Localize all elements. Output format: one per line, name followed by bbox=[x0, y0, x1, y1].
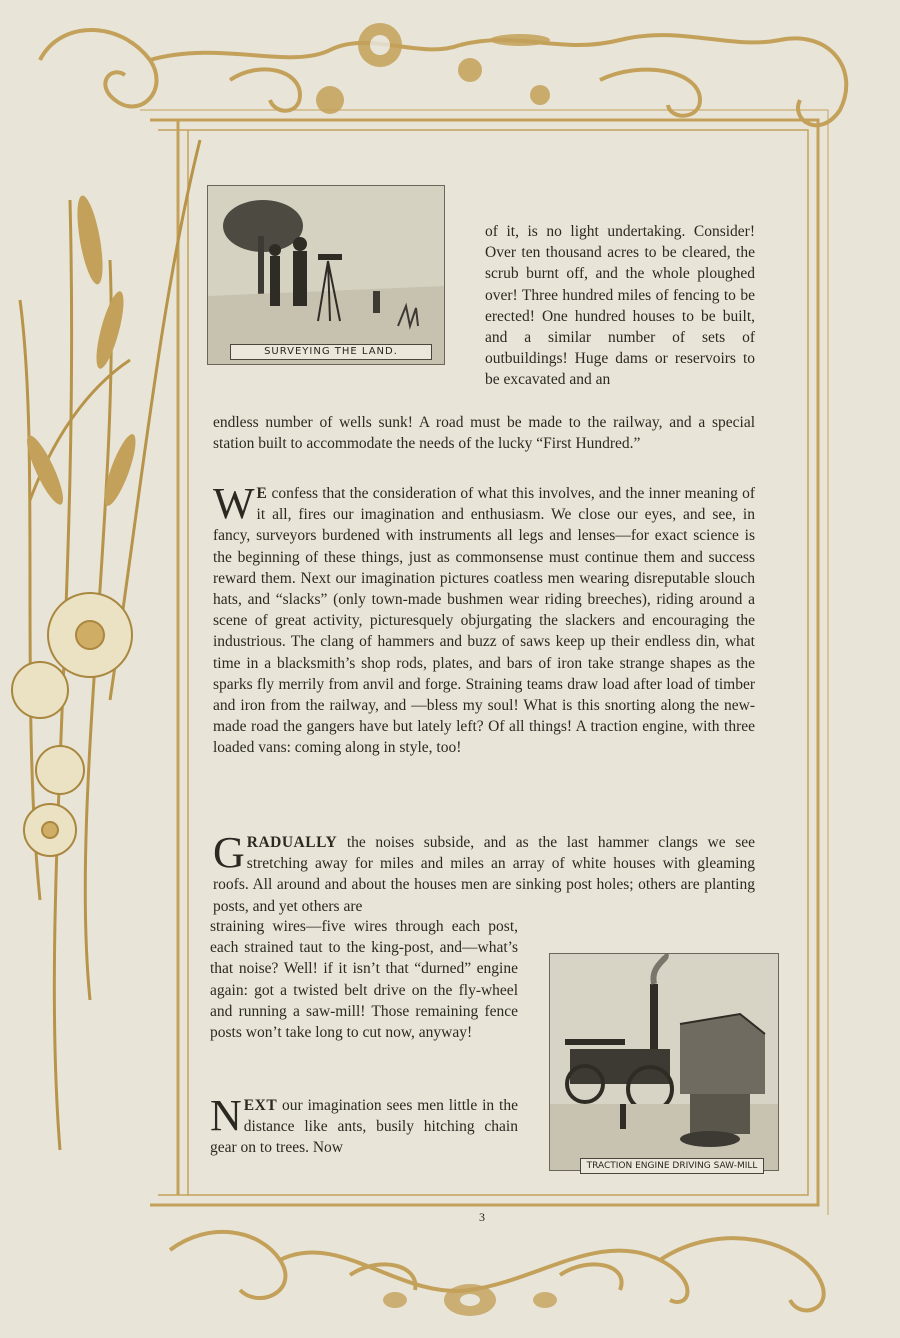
dropcap-g: G bbox=[213, 828, 243, 877]
surveying-illustration bbox=[207, 185, 445, 365]
wheat-heads bbox=[21, 194, 142, 509]
surveyors-drawing bbox=[208, 186, 444, 364]
top-flower-ornament bbox=[316, 23, 550, 114]
lead-word: E bbox=[256, 485, 268, 502]
paragraph-1-continued: endless number of wells sunk! A road must be made to the railway, and a special station built to accommodate the needs of the lucky “First Hundred.” bbox=[213, 414, 755, 453]
lead-word: EXT bbox=[243, 1097, 278, 1114]
paragraph-3-wrap: straining wires—five wires through each post, each strained taut to the king-post, and—what’s that noise? Well! if it isn’t that “durned” engine again: got a twisted belt drive on the fly-wheel and running a saw-mill! Those remaining fence posts won’t take long to cut now, anyway! bbox=[210, 918, 518, 1042]
dropcap-n: N bbox=[210, 1091, 240, 1140]
paragraph-4 bbox=[210, 1091, 518, 1159]
bottom-scroll-ornament bbox=[170, 1232, 824, 1311]
paragraph-3-text: the noises subside, and as the last hammer clangs we see stretching away for miles and miles an array of white houses with gleaming roofs. All around and about the houses men are sinking post holes; others are planting posts, and yet others are bbox=[213, 834, 755, 915]
paragraph-1-wrap: of it, is no light undertaking. Consider! Over ten thousand acres to be cleared, the scrub burnt off, and the whole ploughed over! Three hundred miles of fencing to be erected! One hundred houses to be built, and a similar number of sets of outbuildings! Huge dams or reservoirs to be excavated and an bbox=[485, 223, 755, 389]
bottom-flower-ornament bbox=[383, 1284, 557, 1316]
paragraph-2-text: confess that the consideration of what this involves, and the inner meaning of it all, fires our imagination and enthusiasm. We close our eyes, and see, in fancy, surveyors burdened with instruments all legs and lenses—for exact science is the beginning of these things, just as commonsense must continue them and success reward them. Next our imagination pictures coatless men wearing disreputable slouch hats, and “slacks” (only town-made bushmen wear riding breeches), riding around a scene of great activity, picturesquely objurgating the slackers and encouraging the industrious. The clang of hammers and buzz of saws keep up their endless din, what time in a blacksmith’s shop rods, plates, and bars of iron take strange shapes as the sparks fly merrily from anvil and forge. Straining teams draw load after load of timber and iron from the railway, and —bless my soul! What is this snorting along the new-made road the gangers have but lately left? Of all things! A traction engine, with three loaded vans: coming along in style, too! bbox=[213, 485, 755, 757]
page-number: 3 bbox=[479, 1210, 485, 1224]
traction-engine-drawing bbox=[550, 954, 778, 1170]
paragraph-3 bbox=[213, 828, 755, 917]
surveying-caption: SURVEYING THE LAND. bbox=[230, 344, 432, 360]
lead-word: RADUALLY bbox=[246, 834, 338, 851]
traction-caption: TRACTION ENGINE DRIVING SAW-MILL bbox=[580, 1158, 764, 1174]
traction-engine-illustration bbox=[549, 953, 779, 1171]
paragraph-2 bbox=[213, 479, 755, 759]
paragraph-4-text: our imagination sees men little in the distance like ants, busily hitching chain gear on to trees. Now bbox=[210, 1097, 518, 1157]
top-scroll-ornament bbox=[40, 30, 846, 125]
dropcap-w: W bbox=[213, 479, 253, 528]
